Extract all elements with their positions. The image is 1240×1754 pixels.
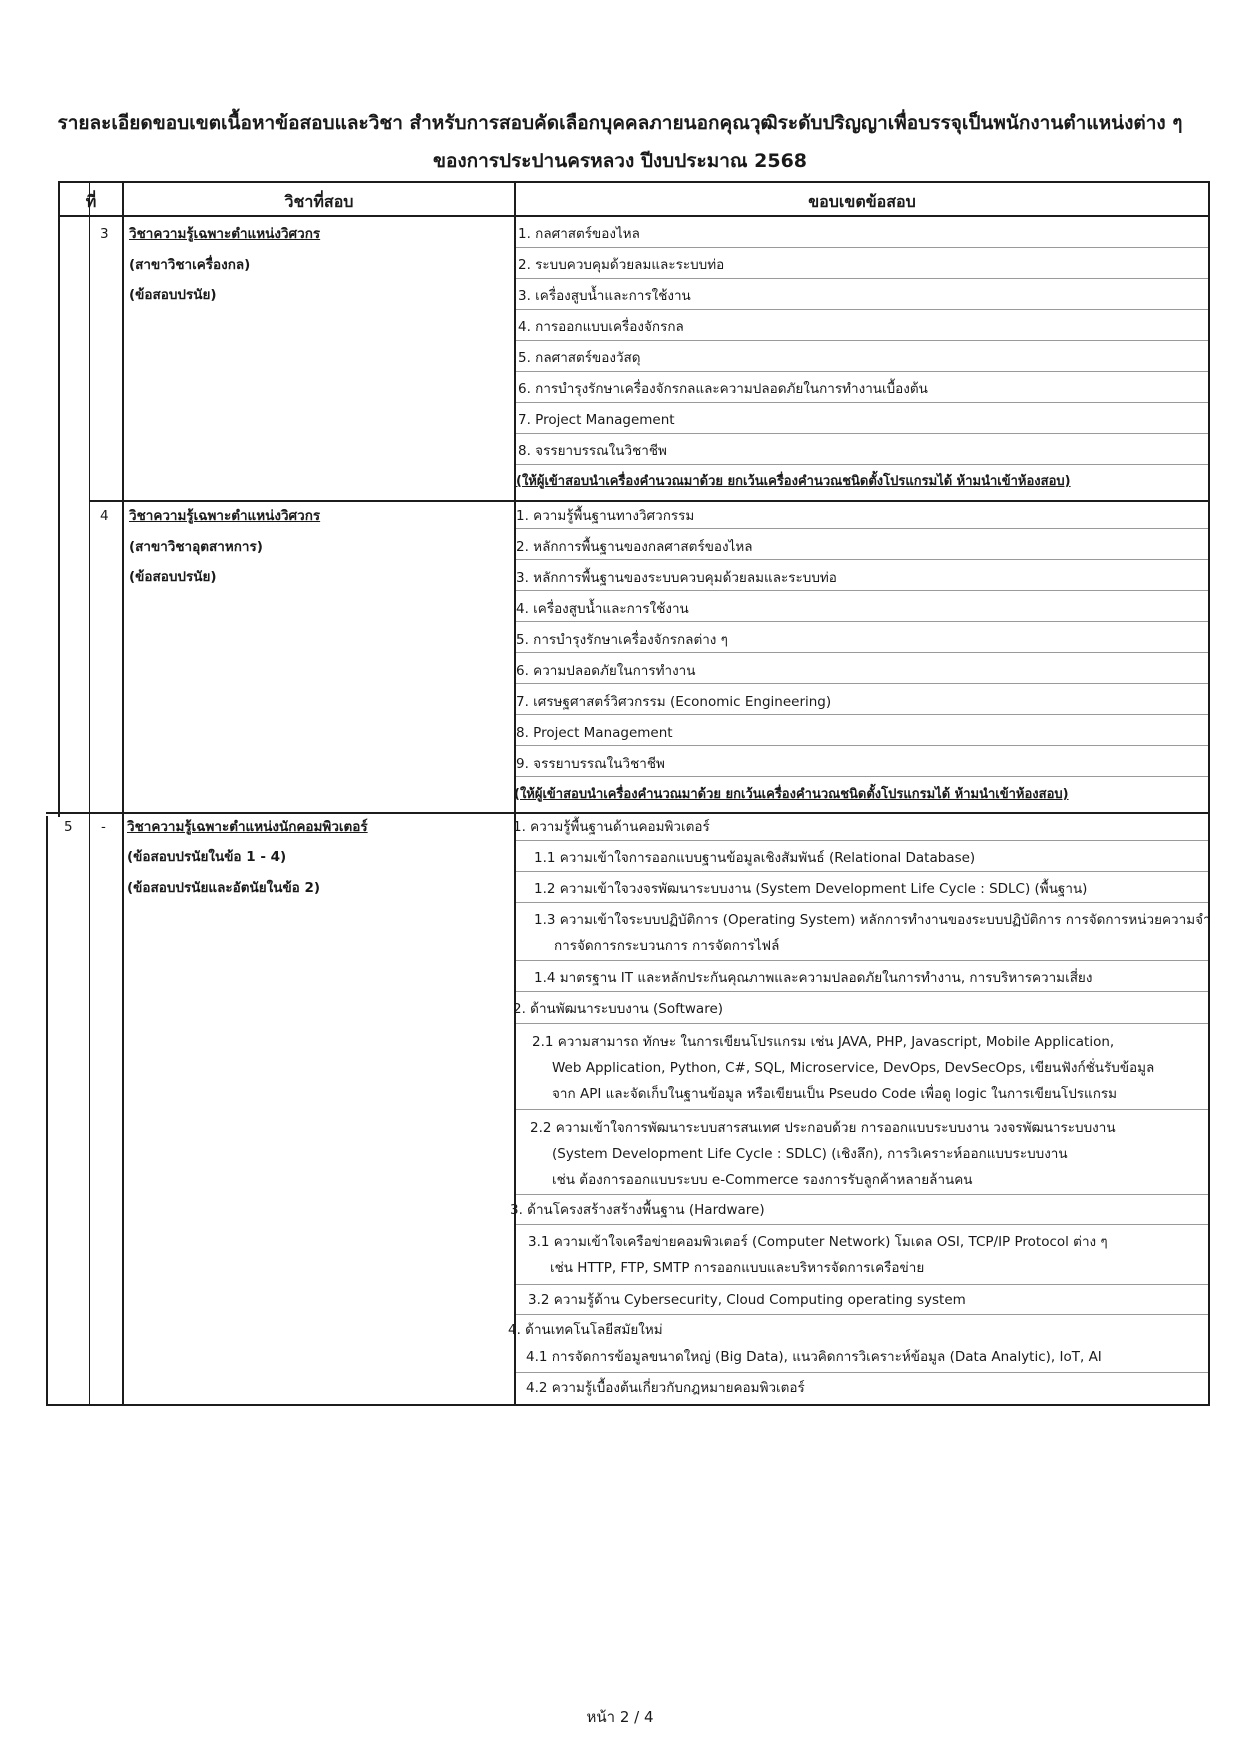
item-4-1: 4.1 การจัดการข้อมูลขนาดใหญ่ (Big Data), แนวคิดการวิเคราะห์ข้อมูล (Data Analytic), IoT, AI <box>526 1349 1102 1365</box>
group-3-item: 5. กลศาสตร์ของวัสดุ <box>518 350 641 366</box>
column-divider-no <box>89 181 90 1406</box>
row-separator <box>516 776 1208 777</box>
item-3-1-line-1: 3.1 ความเข้าใจเครือข่ายคอมพิวเตอร์ (Computer Network) โมเดล OSI, TCP/IP Protocol ต่าง ๆ <box>528 1234 1108 1250</box>
item-2-1-line-2: Web Application, Python, C#, SQL, Microservice, DevOps, DevSecOps, เขียนฟังก์ชั่นรับข้อมูล <box>552 1060 1155 1076</box>
row-separator <box>516 1109 1208 1110</box>
row-separator <box>516 1224 1208 1225</box>
row-separator <box>516 433 1208 434</box>
group-5-number: 5 <box>64 819 73 835</box>
item-2-1-line-1: 2.1 ความสามารถ ทักษะ ในการเขียนโปรแกรม เช่น JAVA, PHP, Javascript, Mobile Application, <box>532 1034 1115 1050</box>
group-3-item: 4. การออกแบบเครื่องจักรกล <box>518 319 684 335</box>
table-border-left <box>58 181 60 817</box>
item-1-3-line-1: 1.3 ความเข้าใจระบบปฏิบัติการ (Operating System) หลักการทำงานของระบบปฏิบัติการ การจัดการหน่วยความจำ <box>534 912 1211 928</box>
item-2-2-line-1: 2.2 ความเข้าใจการพัฒนาระบบสารสนเทศ ประกอบด้วย การออกแบบระบบงาน วงจรพัฒนาระบบงาน <box>530 1120 1116 1136</box>
column-divider-subject <box>122 181 124 1406</box>
row-separator <box>516 1023 1208 1024</box>
group-4-item: 5. การบำรุงรักษาเครื่องจักรกลต่าง ๆ <box>516 632 728 648</box>
group-3-subject-type: (ข้อสอบปรนัย) <box>129 287 217 303</box>
group-4-item: 8. Project Management <box>516 725 673 741</box>
row-separator <box>516 683 1208 684</box>
row-separator <box>516 840 1208 841</box>
group-divider-4 <box>89 500 1210 502</box>
row-separator <box>516 871 1208 872</box>
row-separator <box>516 1284 1208 1285</box>
row-separator <box>516 590 1208 591</box>
row-separator <box>516 371 1208 372</box>
section-4-heading: 4. ด้านเทคโนโลยีสมัยใหม่ <box>508 1322 663 1338</box>
item-4-2: 4.2 ความรู้เบื้องต้นเกี่ยวกับกฎหมายคอมพิวเตอร์ <box>526 1380 805 1396</box>
row-separator <box>516 1314 1208 1315</box>
document-title: รายละเอียดขอบเขตเนื้อหาข้อสอบและวิชา สำหรับการสอบคัดเลือกบุคคลภายนอกคุณวุฒิระดับปริญญาเพื่อบรรจุเป็นพนักงานตำแหน่งต่าง ๆ <box>57 112 1183 134</box>
table-border-bottom <box>46 1404 1210 1406</box>
table-border-right <box>1208 181 1210 1406</box>
group-4-item: 3. หลักการพื้นฐานของระบบควบคุมด้วยลมและระบบท่อ <box>516 570 837 586</box>
row-separator <box>516 247 1208 248</box>
row-separator <box>516 745 1208 746</box>
item-3-2: 3.2 ความรู้ด้าน Cybersecurity, Cloud Computing operating system <box>528 1292 966 1308</box>
group-3-number: 3 <box>100 226 109 242</box>
table-border-left-lower <box>46 816 48 1406</box>
row-separator <box>516 991 1208 992</box>
document-subtitle: ของการประปานครหลวง ปีงบประมาณ 2568 <box>432 150 808 172</box>
item-2-2-line-2: (System Development Life Cycle : SDLC) (เชิงลึก), การวิเคราะห์ออกแบบระบบงาน <box>552 1146 1068 1162</box>
group-5-subject-note-1: (ข้อสอบปรนัยในข้อ 1 - 4) <box>127 849 287 865</box>
item-2-2-line-3: เช่น ต้องการออกแบบระบบ e-Commerce รองการรับลูกค้าหลายล้านคน <box>552 1172 973 1188</box>
group-4-item: 4. เครื่องสูบน้ำและการใช้งาน <box>516 601 689 617</box>
row-separator <box>516 1372 1208 1373</box>
section-1-heading: 1. ความรู้พื้นฐานด้านคอมพิวเตอร์ <box>513 819 710 835</box>
row-separator <box>516 340 1208 341</box>
item-1-2: 1.2 ความเข้าใจวงจรพัฒนาระบบงาน (System Development Life Cycle : SDLC) (พื้นฐาน) <box>534 881 1088 897</box>
item-1-1: 1.1 ความเข้าใจการออกแบบฐานข้อมูลเชิงสัมพันธ์ (Relational Database) <box>534 850 976 866</box>
group-5-sub-number: - <box>101 819 106 835</box>
row-separator <box>516 402 1208 403</box>
item-3-1-line-2: เช่น HTTP, FTP, SMTP การออกแบบและบริหารจัดการเครือข่าย <box>550 1260 925 1276</box>
row-separator <box>516 621 1208 622</box>
group-3-subject-title: วิชาความรู้เฉพาะตำแหน่งวิศวกร <box>129 226 321 242</box>
item-1-4: 1.4 มาตรฐาน IT และหลักประกันคุณภาพและความปลอดภัยในการทำงาน, การบริหารความเสี่ยง <box>534 970 1093 986</box>
group-divider-5 <box>46 812 1210 814</box>
group-3-subject-branch: (สาขาวิชาเครื่องกล) <box>129 257 251 273</box>
row-separator <box>516 1194 1208 1195</box>
group-3-item: 8. จรรยาบรรณในวิชาชีพ <box>518 443 667 459</box>
row-separator <box>516 528 1208 529</box>
row-separator <box>516 960 1208 961</box>
group-4-subject-type: (ข้อสอบปรนัย) <box>129 569 217 585</box>
table-border-top <box>58 181 1210 183</box>
row-separator <box>516 309 1208 310</box>
group-3-item: 3. เครื่องสูบน้ำและการใช้งาน <box>518 288 691 304</box>
section-3-heading: 3. ด้านโครงสร้างสร้างพื้นฐาน (Hardware) <box>510 1202 765 1218</box>
group-4-item: 9. จรรยาบรรณในวิชาชีพ <box>516 756 665 772</box>
row-separator <box>516 714 1208 715</box>
group-4-item: 1. ความรู้พื้นฐานทางวิศวกรรม <box>516 508 695 524</box>
group-4-number: 4 <box>100 508 109 524</box>
group-5-subject-note-2: (ข้อสอบปรนัยและอัตนัยในข้อ 2) <box>127 880 321 896</box>
item-1-3-line-2: การจัดการกระบวนการ การจัดการไฟล์ <box>554 938 780 954</box>
group-4-item: 7. เศรษฐศาสตร์วิศวกรรม (Economic Engineering) <box>516 694 832 710</box>
group-4-subject-title: วิชาความรู้เฉพาะตำแหน่งวิศวกร <box>129 508 321 524</box>
row-separator <box>516 278 1208 279</box>
item-2-1-line-3: จาก API และจัดเก็บในฐานข้อมูล หรือเขียนเป็น Pseudo Code เพื่อดู logic ในการเขียนโปรแกรม <box>552 1086 1118 1102</box>
page-number: หน้า 2 / 4 <box>586 1708 654 1726</box>
group-5-subject-title: วิชาความรู้เฉพาะตำแหน่งนักคอมพิวเตอร์ <box>127 819 368 835</box>
header-subject: วิชาที่สอบ <box>284 192 354 211</box>
row-separator <box>516 652 1208 653</box>
group-4-item: 2. หลักการพื้นฐานของกลศาสตร์ของไหล <box>516 539 753 555</box>
row-separator <box>516 559 1208 560</box>
group-3-calculator-note: (ให้ผู้เข้าสอบนำเครื่องคำนวณมาด้วย ยกเว้นเครื่องคำนวณชนิดตั้งโปรแกรมได้ ห้ามนำเข้าห้องสอบ) <box>516 474 1071 489</box>
section-2-heading: 2. ด้านพัฒนาระบบงาน (Software) <box>513 1001 724 1017</box>
group-4-subject-branch: (สาขาวิชาอุตสาหการ) <box>129 539 263 555</box>
header-no: ที่ <box>85 192 97 211</box>
row-separator <box>516 902 1208 903</box>
group-3-item: 7. Project Management <box>518 412 675 428</box>
group-4-item: 6. ความปลอดภัยในการทำงาน <box>516 663 696 679</box>
group-3-item: 6. การบำรุงรักษาเครื่องจักรกลและความปลอดภัยในการทำงานเบื้องต้น <box>518 381 928 397</box>
header-divider <box>58 215 1210 217</box>
group-3-item: 1. กลศาสตร์ของไหล <box>518 226 640 242</box>
row-separator <box>516 464 1208 465</box>
group-3-item: 2. ระบบควบคุมด้วยลมและระบบท่อ <box>518 257 725 273</box>
header-scope: ขอบเขตข้อสอบ <box>808 192 916 211</box>
group-4-calculator-note: (ให้ผู้เข้าสอบนำเครื่องคำนวณมาด้วย ยกเว้นเครื่องคำนวณชนิดตั้งโปรแกรมได้ ห้ามนำเข้าห้องสอบ) <box>514 787 1069 802</box>
